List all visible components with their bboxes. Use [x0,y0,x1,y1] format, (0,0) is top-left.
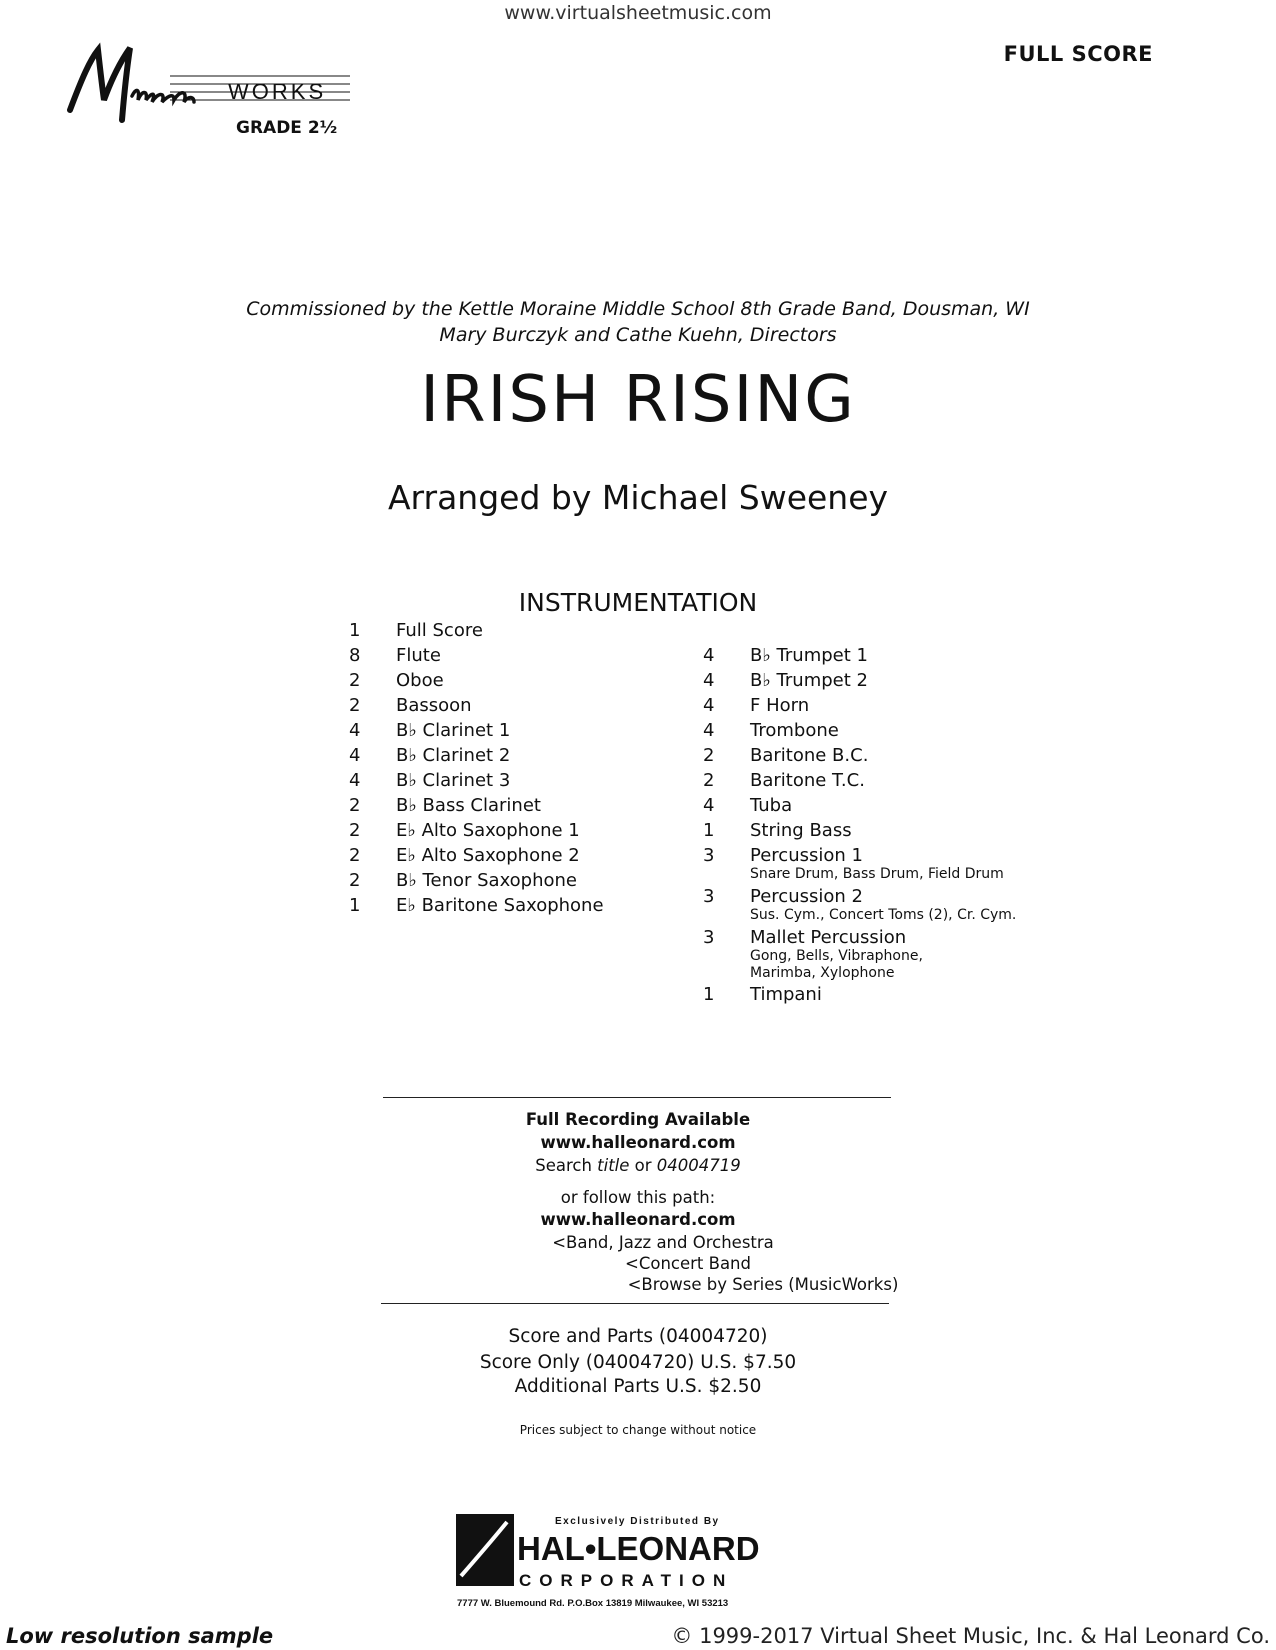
instrument-name: B♭ Bass Clarinet [396,795,541,816]
instrument-qty: 2 [703,745,715,766]
recording-url: www.halleonard.com [540,1133,736,1152]
instrument-detail: Marimba, Xylophone [750,965,895,981]
instrument-qty: 4 [703,795,715,816]
instrument-name: Full Score [396,620,483,641]
divider-bottom [381,1303,889,1304]
instrument-qty: 1 [703,984,715,1005]
directors-line: Mary Burczyk and Cathe Kuehn, Directors [439,324,837,346]
instrument-qty: 2 [703,770,715,791]
instrument-qty: 4 [703,720,715,741]
path-url: www.halleonard.com [540,1210,736,1229]
instrument-qty: 2 [349,670,361,691]
instrument-qty: 4 [349,770,361,791]
instrument-name: Baritone T.C. [750,770,865,791]
search-line [0,1156,1276,1175]
distributor-address: 7777 W. Bluemound Rd. P.O.Box 13819 Milwaukee, WI 53213 [457,1598,729,1609]
instrument-name: Flute [396,645,441,666]
instrument-name: B♭ Clarinet 2 [396,745,511,766]
instrument-qty: 4 [703,695,715,716]
instrument-name: B♭ Clarinet 3 [396,770,511,791]
low-resolution-notice: Low resolution sample [6,1624,274,1648]
search-title: title [597,1156,630,1175]
instrument-name: Baritone B.C. [750,745,869,766]
instrument-name [750,886,1016,924]
path-step-3: <Browse by Series (MusicWorks) [627,1275,899,1294]
instrument-qty: 2 [349,845,361,866]
copyright-notice: © 1999-2017 Virtual Sheet Music, Inc. & Hal Leonard Co. [671,1624,1270,1648]
price-line-3: Additional Parts U.S. $2.50 [514,1376,762,1397]
path-step-2: <Concert Band [625,1254,751,1273]
instrument-name: B♭ Trumpet 2 [750,670,868,691]
instrument-name: Timpani [750,984,822,1005]
instrument-name: Oboe [396,670,444,691]
instrument-name: B♭ Tenor Saxophone [396,870,578,891]
instrument-name: F Horn [750,695,810,716]
instrument-qty: 1 [703,820,715,841]
grade-label: GRADE 2½ [236,118,338,138]
search-or: or [629,1156,657,1175]
piece-title: IRISH RISING [420,363,856,437]
instrument-name [750,927,923,982]
price-line-1: Score and Parts (04004720) [508,1326,768,1347]
instrument-qty: 4 [349,745,361,766]
distributor-corporation: CORPORATION [519,1571,734,1590]
instrument-list-right [703,645,1083,1015]
instrument-label: Percussion 2 [750,886,863,907]
price-line-2: Score Only (04004720) U.S. $7.50 [479,1352,797,1373]
score-type-label: FULL SCORE [1003,42,1153,66]
instrument-label: Percussion 1 [750,845,863,866]
instrument-qty: 2 [349,795,361,816]
search-prefix: Search [535,1156,598,1175]
instrument-qty: 8 [349,645,361,666]
path-step-1: <Band, Jazz and Orchestra [552,1233,774,1252]
search-number: 04004719 [656,1156,741,1175]
distributor-name: HAL•LEONARD [517,1530,760,1567]
instrument-name: B♭ Trumpet 1 [750,645,868,666]
instrument-qty: 1 [349,895,361,916]
instrument-detail: Gong, Bells, Vibraphone, [750,948,923,964]
instrument-qty: 1 [349,620,361,641]
instrument-name [750,845,1004,883]
svg-text:WORKS: WORKS [228,79,327,104]
instrument-name: E♭ Baritone Saxophone [396,895,604,916]
hal-leonard-logo [455,1510,815,1610]
recording-heading: Full Recording Available [525,1110,751,1129]
instrument-detail: Snare Drum, Bass Drum, Field Drum [750,866,1004,882]
instrument-label: Mallet Percussion [750,927,907,948]
instrument-list-left [349,620,669,920]
instrument-name: Trombone [750,720,839,741]
instrument-detail: Sus. Cym., Concert Toms (2), Cr. Cym. [750,907,1017,923]
divider-top [383,1097,891,1098]
instrument-qty: 3 [703,886,715,907]
instrument-qty: 4 [703,645,715,666]
instrument-qty: 4 [349,720,361,741]
instrument-qty: 2 [349,695,361,716]
instrument-name: Tuba [750,795,793,816]
commission-line: Commissioned by the Kettle Moraine Middle School 8th Grade Band, Dousman, WI [246,298,1030,320]
instrument-name: B♭ Clarinet 1 [396,720,511,741]
instrument-qty: 4 [703,670,715,691]
instrument-name: E♭ Alto Saxophone 2 [396,845,580,866]
instrument-name: String Bass [750,820,852,841]
instrument-qty: 3 [703,845,715,866]
site-url: www.virtualsheetmusic.com [504,2,772,24]
instrument-qty: 2 [349,870,361,891]
price-note: Prices subject to change without notice [519,1423,757,1437]
instrument-name: Bassoon [396,695,472,716]
instrument-qty: 3 [703,927,715,948]
arranger-line: Arranged by Michael Sweeney [387,478,889,517]
instrument-name: E♭ Alto Saxophone 1 [396,820,580,841]
follow-path-text: or follow this path: [560,1188,716,1207]
instrument-qty: 2 [349,820,361,841]
instrumentation-heading: INSTRUMENTATION [518,588,758,617]
distributor-exclusive: Exclusively Distributed By [555,1516,720,1527]
